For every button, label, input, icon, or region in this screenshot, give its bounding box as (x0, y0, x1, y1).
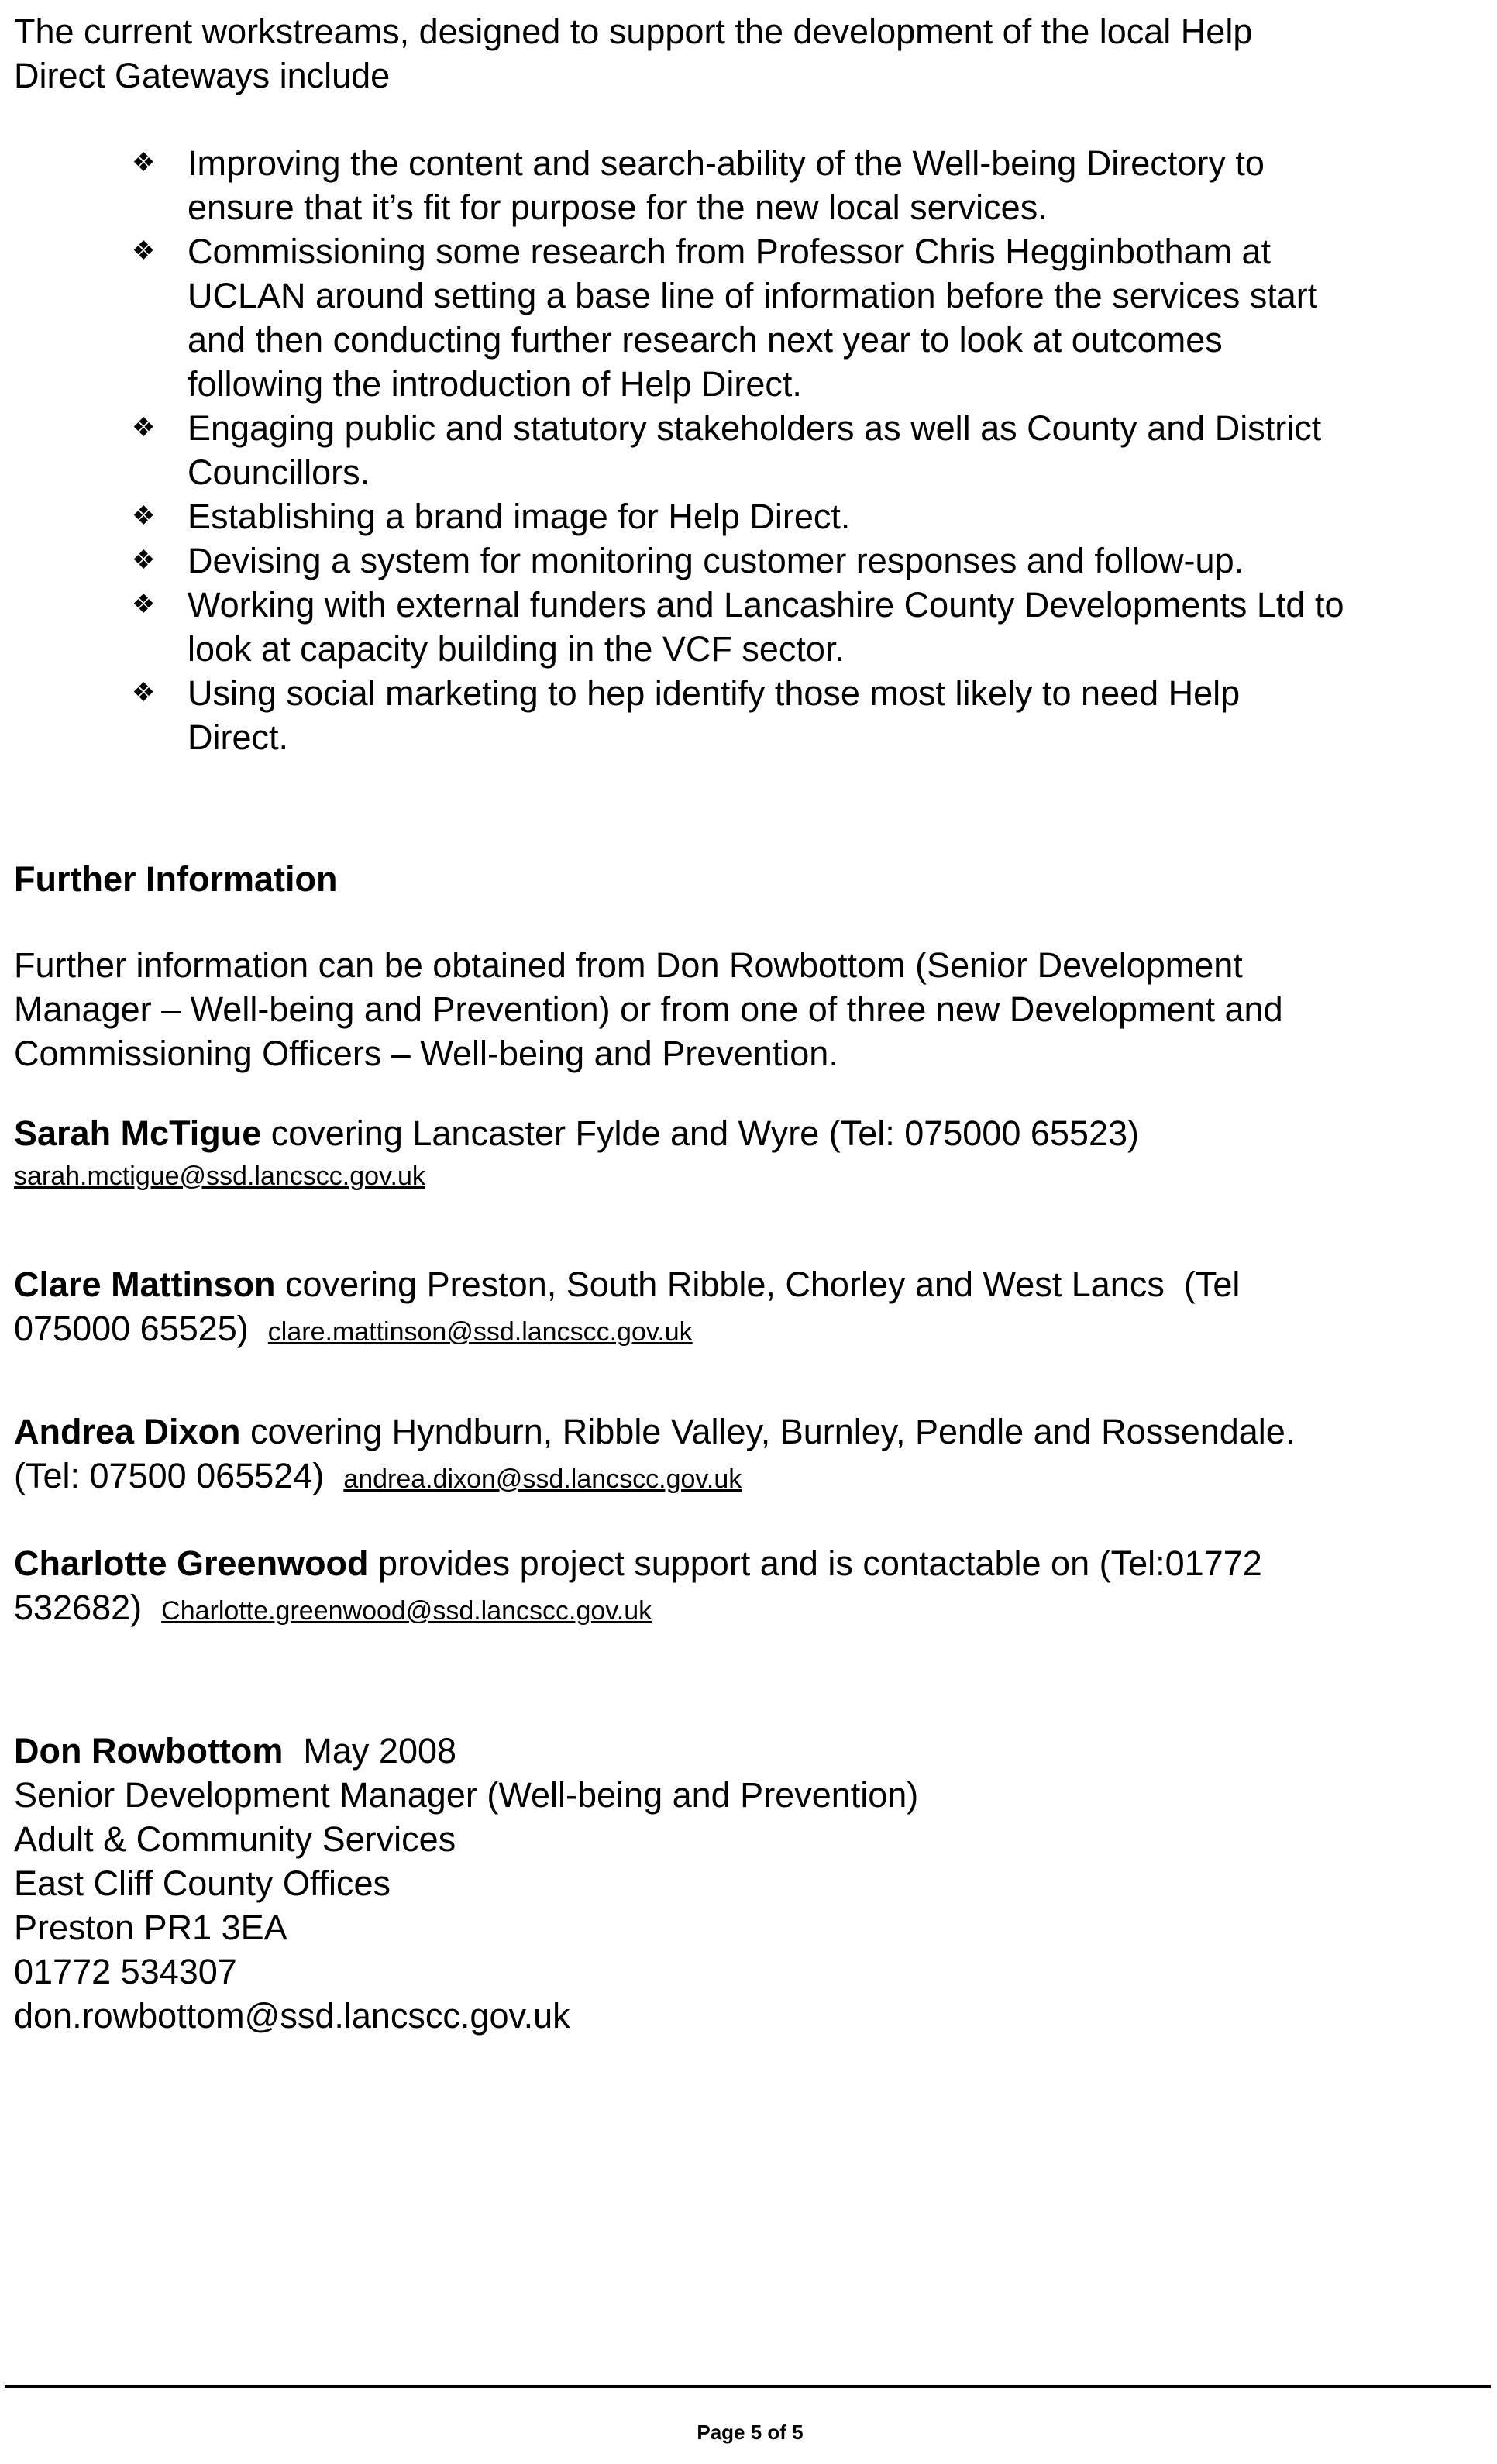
signature-email: don.rowbottom@ssd.lancscc.gov.uk (14, 1996, 570, 2036)
list-item-line: UCLAN around setting a base line of information before the services start (188, 276, 1318, 315)
list-item-text (188, 539, 1244, 583)
contact-name: Charlotte Greenwood (14, 1543, 369, 1583)
page-number: Page 5 of 5 (697, 2421, 804, 2444)
contact-line (14, 1155, 1139, 1191)
list-item-line: and then conducting further research next year to look at outcomes (188, 320, 1223, 360)
signature-department: Adult & Community Services (14, 1819, 456, 1859)
list-item-text (188, 671, 1240, 759)
paragraph-line: Commissioning Officers – Well-being and Prevention. (14, 1034, 838, 1073)
list-item-text (188, 229, 1317, 406)
further-info-paragraph (14, 943, 1283, 1075)
contact-phone: 075000 65525) (14, 1309, 268, 1348)
signature-title: Senior Development Manager (Well-being and Prevention) (14, 1775, 919, 1815)
signature-address-building: East Cliff County Offices (14, 1863, 391, 1903)
list-item-text (188, 406, 1321, 494)
contact-andrea-dixon (14, 1409, 1295, 1498)
list-item-line: Establishing a brand image for Help Direct. (188, 497, 851, 536)
contact-line (14, 1541, 1262, 1585)
signature-block (14, 1729, 918, 2038)
list-item-line: Engaging public and statutory stakeholders as well as County and District (188, 408, 1322, 448)
contact-details: covering Preston, South Ribble, Chorley and West Lancs (Tel (275, 1265, 1241, 1304)
contact-line (14, 1585, 1262, 1629)
section-heading-further-information: Further Information (14, 859, 338, 899)
list-item-line: Working with external funders and Lancashire County Developments Ltd to (188, 585, 1344, 625)
paragraph-line: Further information can be obtained from Don Rowbottom (Senior Development (14, 945, 1243, 985)
contact-phone: (Tel: 07500 065524) (14, 1456, 344, 1495)
list-item-line: Improving the content and search-ability of the Well-being Directory to (188, 143, 1265, 183)
contact-details: covering Lancaster Fylde and Wyre (Tel: 075000 65523) (261, 1113, 1139, 1153)
signature-header (14, 1729, 918, 1773)
contact-name: Sarah McTigue (14, 1113, 262, 1153)
list-item-line: following the introduction of Help Direct. (188, 364, 802, 404)
contact-line (14, 1111, 1139, 1155)
contact-line (14, 1409, 1295, 1454)
signature-date: May 2008 (303, 1731, 457, 1771)
email-link[interactable]: clare.mattinson@ssd.lancscc.gov.uk (267, 1317, 693, 1347)
four-diamond-bullet-icon: ❖ (132, 590, 156, 619)
list-item-line: Using social marketing to hep identify those most likely to need Help (188, 673, 1241, 713)
contact-name: Andrea Dixon (14, 1412, 241, 1451)
four-diamond-bullet-icon: ❖ (132, 236, 156, 266)
email-link[interactable]: sarah.mctigue@ssd.lancscc.gov.uk (14, 1161, 425, 1191)
signature-phone: 01772 534307 (14, 1952, 237, 1991)
contact-name: Clare Mattinson (14, 1265, 276, 1304)
four-diamond-bullet-icon: ❖ (132, 545, 156, 575)
contact-clare-mattinson (14, 1262, 1240, 1351)
list-item-text (188, 583, 1344, 671)
four-diamond-bullet-icon: ❖ (132, 148, 156, 177)
email-link[interactable]: Charlotte.greenwood@ssd.lancscc.gov.uk (161, 1596, 652, 1626)
email-link[interactable]: andrea.dixon@ssd.lancscc.gov.uk (343, 1464, 742, 1494)
four-diamond-bullet-icon: ❖ (132, 678, 156, 707)
contact-line (14, 1262, 1240, 1306)
intro-line: Direct Gateways include (14, 56, 391, 95)
contact-charlotte-greenwood (14, 1541, 1262, 1629)
paragraph-line: Manager – Well-being and Prevention) or from one of three new Development and (14, 989, 1283, 1029)
intro-line: The current workstreams, designed to support the development of the local Help (14, 12, 1253, 51)
contact-sarah-mctigue (14, 1111, 1139, 1191)
list-item-text (188, 141, 1265, 229)
four-diamond-bullet-icon: ❖ (132, 413, 156, 442)
contact-details: covering Hyndburn, Ribble Valley, Burnley, Pendle and Rossendale. (240, 1412, 1296, 1451)
list-item-line: Devising a system for monitoring customer responses and follow-up. (188, 541, 1244, 580)
contact-details: provides project support and is contactable on (Tel:01772 (368, 1543, 1262, 1583)
contact-phone: 532682) (14, 1588, 162, 1627)
list-item-line: Commissioning some research from Professor Chris Hegginbotham at (188, 232, 1272, 271)
four-diamond-bullet-icon: ❖ (132, 501, 156, 531)
intro-paragraph (14, 9, 1252, 98)
contact-line (14, 1306, 1240, 1351)
list-item-text (188, 494, 850, 539)
signature-name: Don Rowbottom (14, 1731, 284, 1771)
footer-divider (5, 2385, 1491, 2388)
list-item-line: look at capacity building in the VCF sector. (188, 629, 845, 669)
contact-line (14, 1454, 1295, 1498)
list-item-line: ensure that it’s fit for purpose for the new local services. (188, 188, 1048, 227)
list-item-line: Councillors. (188, 453, 370, 492)
list-item-line: Direct. (188, 718, 289, 757)
signature-address-city: Preston PR1 3EA (14, 1908, 287, 1947)
